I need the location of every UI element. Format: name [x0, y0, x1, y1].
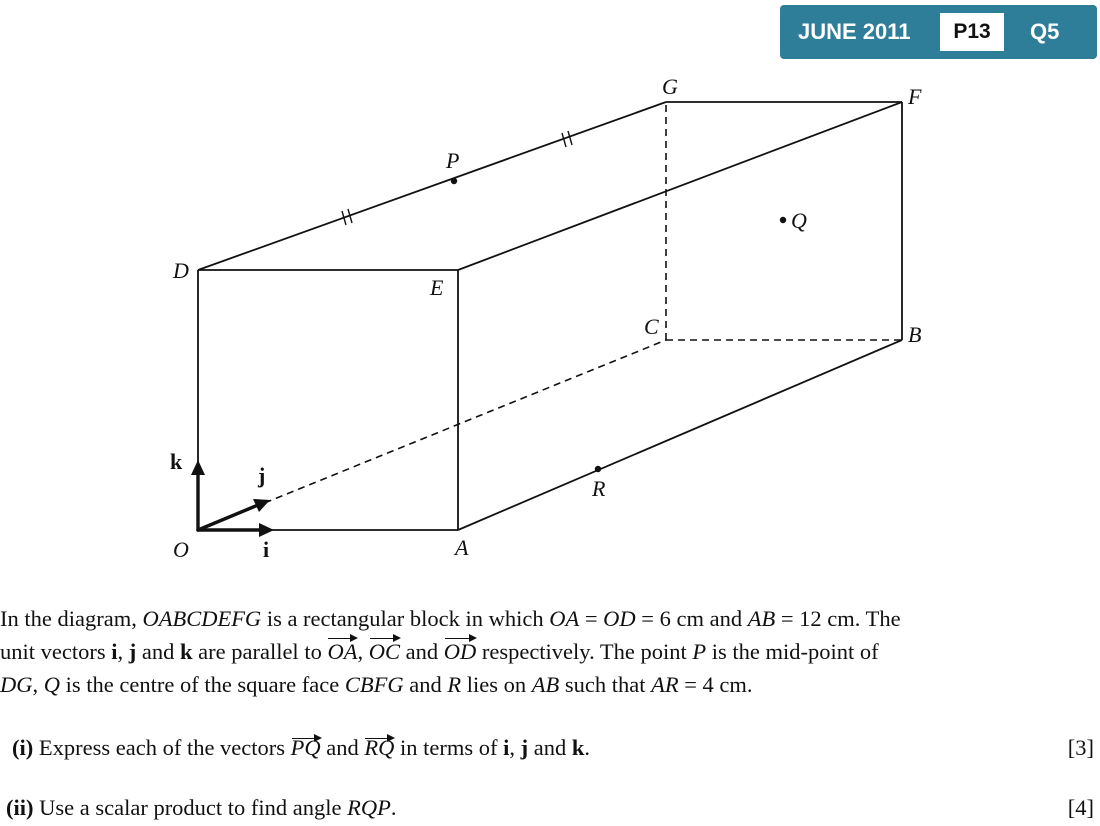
stem-line-3: DG, Q is the centre of the square face CBFG and R lies on AB such that AR = 4 cm. — [0, 672, 753, 697]
part-ii: (ii) Use a scalar product to find angle RQP. — [6, 795, 397, 820]
label-O: O — [173, 537, 189, 562]
edge-AB — [458, 340, 902, 530]
label-F: F — [908, 84, 922, 109]
label-Q: Q — [791, 208, 807, 233]
arrowhead-i — [259, 523, 274, 537]
vector-OA: OA — [327, 635, 357, 668]
stem-line-2: unit vectors i, j and k are parallel to OA, OC and OD respectively. The point P is the mid-point of — [0, 635, 1100, 668]
arrow-j — [198, 505, 258, 530]
vector-PQ: PQ — [290, 735, 321, 760]
point-Q — [780, 217, 786, 223]
vector-RQ: RQ — [364, 735, 395, 760]
label-G: G — [662, 74, 678, 99]
part-ii-label: (ii) — [6, 795, 34, 820]
exam-date: JUNE 2011 — [798, 19, 911, 44]
equal-tick-marks — [342, 131, 572, 225]
point-P — [451, 178, 457, 184]
edge-DG — [198, 102, 666, 270]
label-unit-j: j — [258, 463, 266, 488]
angle-RQP: RQP — [347, 795, 391, 820]
label-E: E — [430, 275, 444, 300]
point-R — [595, 466, 601, 472]
arrowhead-k — [191, 460, 205, 475]
label-P: P — [446, 148, 460, 173]
label-C: C — [644, 314, 659, 339]
label-D: D — [173, 258, 189, 283]
question-stem — [0, 602, 1100, 701]
label-unit-i: i — [263, 537, 270, 562]
part-i-label: (i) — [12, 735, 34, 760]
vector-OD: OD — [444, 635, 477, 668]
part-ii-marks: [4] — [1067, 795, 1094, 820]
label-B: B — [908, 322, 922, 347]
question-number: Q5 — [1030, 19, 1060, 44]
label-unit-k: k — [170, 449, 183, 474]
label-A: A — [455, 535, 469, 560]
vector-OC: OC — [369, 635, 400, 668]
stem-line-1: In the diagram, OABCDEFG is a rectangular block in which OA = OD = 6 cm and AB = 12 cm. The — [0, 606, 901, 631]
part-i-marks: [3] — [1067, 735, 1094, 760]
label-R: R — [592, 476, 606, 501]
edge-EF — [458, 102, 902, 270]
part-i: (i) Express each of the vectors PQ and RQ in terms of i, j and k. — [12, 735, 591, 760]
paper-code: P13 — [940, 13, 1004, 51]
